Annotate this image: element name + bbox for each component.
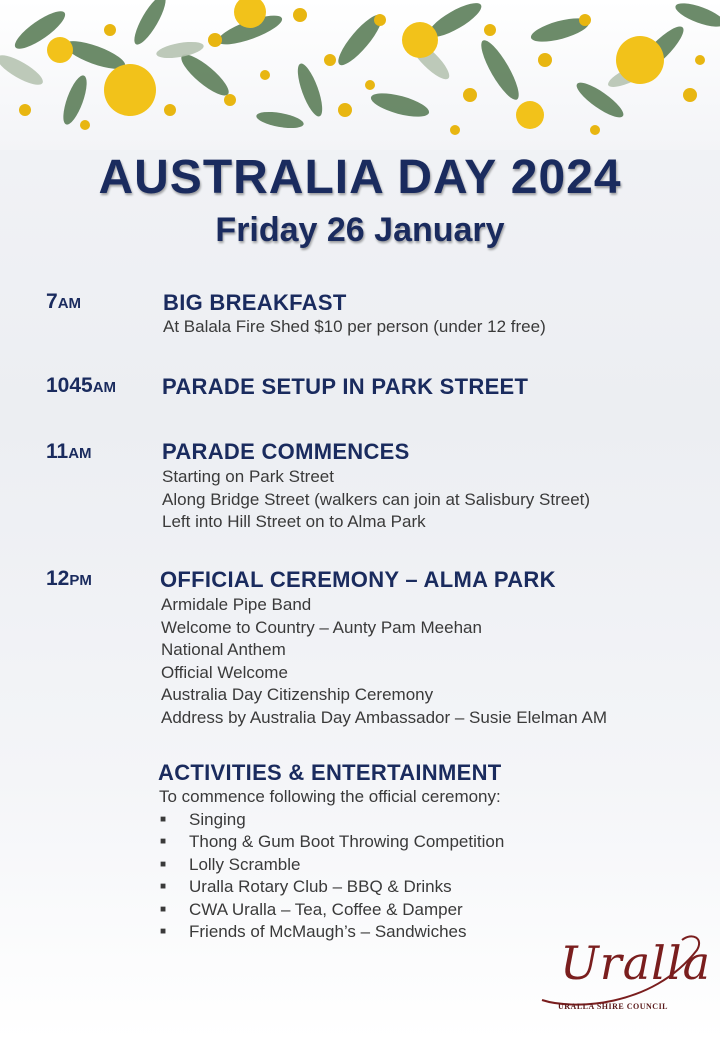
time-suffix: AM	[57, 295, 82, 312]
time-suffix: AM	[92, 379, 117, 396]
activity-item	[160, 854, 504, 876]
bullet-square-icon: ■	[160, 881, 167, 893]
activity-label: CWA Uralla – Tea, Coffee & Damper	[189, 899, 463, 919]
time-value: 11	[46, 440, 69, 463]
bullet-square-icon: ■	[160, 903, 167, 915]
event-detail-line: Welcome to Country – Aunty Pam Meehan	[161, 617, 482, 637]
activity-label: Lolly Scramble	[189, 854, 301, 874]
logo-subtitle: URALLA SHIRE COUNCIL	[558, 1002, 669, 1011]
event-title: AUSTRALIA DAY 2024	[98, 151, 622, 204]
event-detail-line: Along Bridge Street (walkers can join at Salisbury Street)	[162, 489, 591, 509]
time-value: 7	[46, 290, 58, 313]
time-value: 12	[46, 567, 70, 590]
event-detail-line: Armidale Pipe Band	[161, 595, 312, 614]
event-details-breakfast	[163, 316, 546, 339]
activity-label: Singing	[189, 810, 246, 829]
event-time-breakfast	[46, 290, 81, 314]
activity-item	[160, 876, 504, 898]
activity-label: Uralla Rotary Club – BBQ & Drinks	[189, 877, 452, 897]
time-suffix: PM	[69, 572, 92, 589]
bullet-square-icon: ■	[160, 926, 167, 938]
bullet-square-icon: ■	[160, 836, 167, 848]
event-heading-breakfast: BIG BREAKFAST	[163, 290, 347, 315]
event-detail-line: Address by Australia Day Ambassador – Susie Elelman AM	[161, 707, 607, 727]
event-time-parade	[46, 440, 92, 464]
event-detail-line: Official Welcome	[161, 662, 288, 682]
bullet-square-icon: ■	[160, 858, 167, 870]
time-suffix: AM	[68, 445, 92, 462]
activity-item	[160, 809, 504, 831]
activity-label: Friends of McMaugh’s – Sandwiches	[189, 922, 467, 942]
activity-item	[160, 921, 504, 943]
event-date: Friday 26 January	[215, 211, 505, 249]
event-details-parade	[162, 466, 590, 534]
activity-item	[160, 831, 504, 853]
time-value: 1045	[46, 374, 93, 397]
event-details-ceremony	[161, 594, 607, 730]
event-heading-parade: PARADE COMMENCES	[162, 439, 410, 464]
event-detail-line: Australia Day Citizenship Ceremony	[161, 685, 434, 705]
event-detail-line: At Balala Fire Shed $10 per person (under 12 free)	[163, 317, 546, 336]
uralla-council-logo	[532, 930, 712, 1025]
activities-list	[160, 809, 504, 943]
event-detail-line: Starting on Park Street	[162, 467, 334, 486]
event-time-ceremony	[46, 567, 92, 591]
activity-label: Thong & Gum Boot Throwing Competition	[189, 832, 505, 852]
bullet-square-icon: ■	[160, 814, 167, 825]
activity-item	[160, 899, 504, 921]
event-heading-ceremony: OFFICIAL CEREMONY – ALMA PARK	[160, 567, 556, 592]
logo-wordmark: Uralla	[560, 936, 712, 990]
event-heading-parade-setup: PARADE SETUP IN PARK STREET	[162, 374, 529, 399]
event-detail-line: Left into Hill Street on to Alma Park	[162, 512, 426, 532]
event-time-parade-setup	[46, 374, 116, 398]
activities-heading: ACTIVITIES & ENTERTAINMENT	[158, 760, 502, 785]
activities-intro: To commence following the official ceremony:	[159, 787, 501, 806]
wattle-floral-banner	[0, 0, 720, 150]
event-detail-line: National Anthem	[161, 640, 286, 660]
activities-intro-block	[159, 786, 501, 809]
